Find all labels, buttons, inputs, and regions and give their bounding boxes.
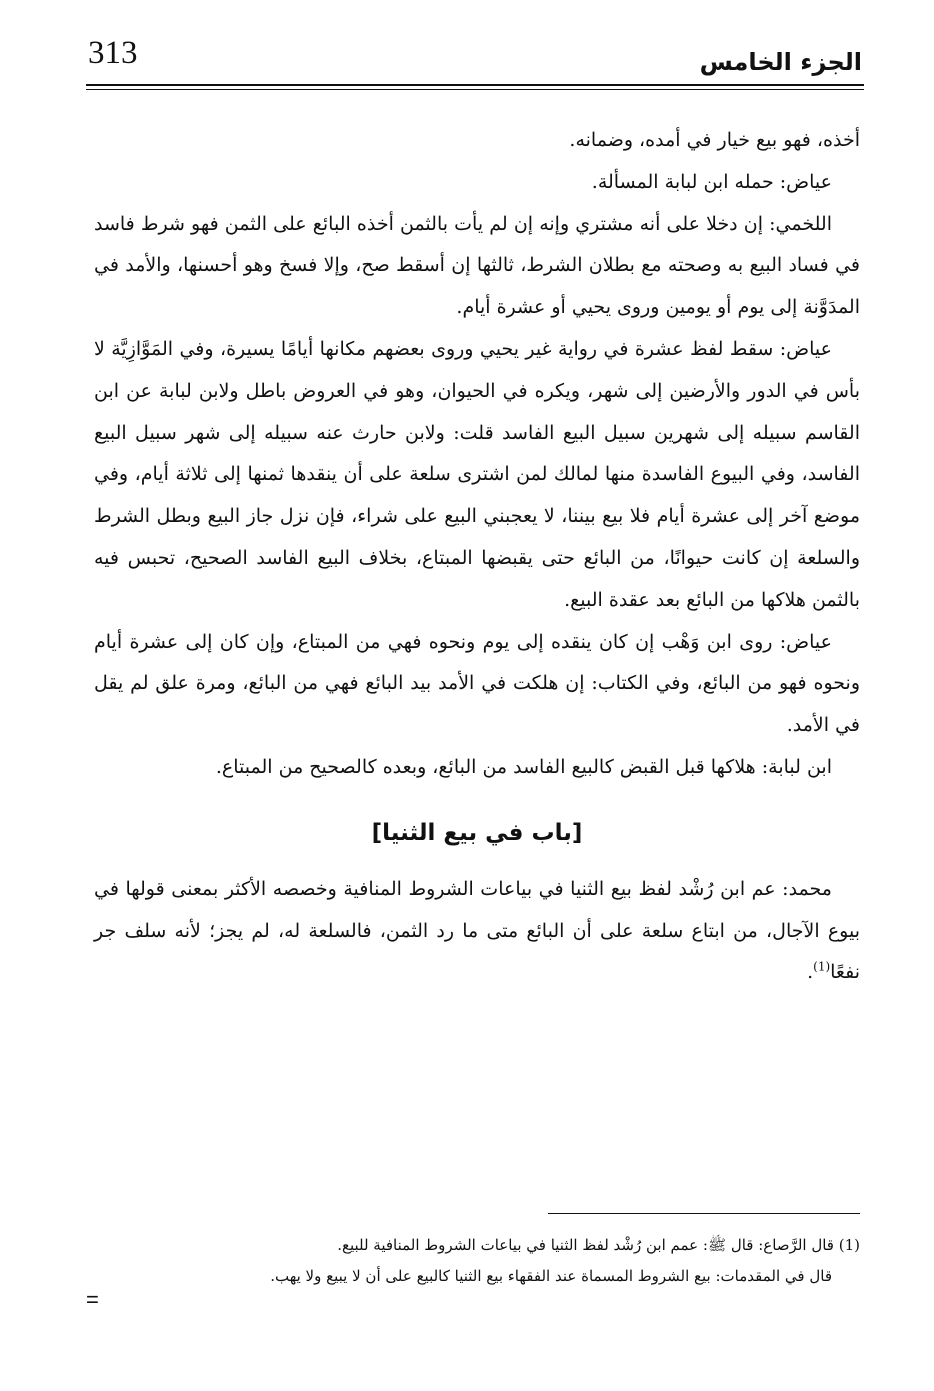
section-paragraph-text: محمد: عم ابن رُشْد لفظ بيع الثنيا في بياعات الشروط المنافية وخصصه الأكثر بمعنى قولها في بيوع الآجال، من ابتاع سلعة على أن البائع متى ما رد الثمن، فالسلعة له، لم يجز؛ لأنه سلف جر نفعًا bbox=[94, 877, 860, 984]
footnotes bbox=[94, 1230, 860, 1292]
footnote-rule bbox=[548, 1213, 860, 1214]
paragraph: اللخمي: إن دخلا على أنه مشتري وإنه إن لم يأت بالثمن أخذه البائع على الثمن فهو شرط فاسد في فساد البيع به وصحته مع بطلان الشرط، ثالثها إن أسقط صح، وإلا فسخ وهو أحسنها، والأمد في المدَوَّنة إلى يوم أو يومين وروى يحيي أو عشرة أيام. bbox=[94, 212, 860, 319]
paragraph: أخذه، فهو بيع خيار في أمده، وضمانه. bbox=[569, 129, 860, 151]
paragraph: عياض: حمله ابن لبابة المسألة. bbox=[591, 170, 832, 193]
page-number: 313 bbox=[88, 35, 138, 71]
paragraph: عياض: سقط لفظ عشرة في رواية غير يحيي وروى بعضهم مكانها أيامًا يسيرة، وفي المَوَّازِيَّة لا بأس في الدور والأرضين إلى شهر، ويكره في الحيوان، وهو في العروض باطل ولابن لبابة عن ابن القاسم سبيله إلى شهرين سبيل البيع الفاسد قلت: ولابن حارث عنه سبيله إلى شهر سبيل البيع الفاسد، وفي البيوع الفاسدة منها لمالك لمن اشترى سلعة على أن ينقدها ثمنها إلى ثلاثة أيام، وفي موضع آخر إلى عشرة أيام فلا بيع بيننا، لا يعجبني البيع على شراء، فإن نزل جاز البيع وبطل الشرط والسلعة إن كانت حيوانًا، من البائع حتى يقبضها المبتاع، بخلاف البيع الفاسد الصحيح، تحبس فيه بالثمن هلاكها من البائع بعد عقدة البيع. bbox=[94, 337, 860, 611]
paragraph: ابن لبابة: هلاكها قبل القبض كالبيع الفاسد من البائع، وبعده كالصحيح من المبتاع. bbox=[215, 755, 832, 778]
section-paragraph bbox=[94, 869, 860, 994]
sentence-end: . bbox=[807, 961, 814, 984]
footnote-reference: (1) bbox=[813, 960, 831, 975]
header-rule bbox=[86, 84, 864, 86]
section-heading: [باب في بيع الثنيا] bbox=[371, 819, 583, 846]
body-text bbox=[94, 120, 860, 994]
footnote: (1) قال الرَّصاع: قال ﷺ: عمم ابن رُشْد لفظ الثنيا في بياعات الشروط المنافية للبيع. bbox=[337, 1236, 860, 1254]
footnote-continuation: قال في المقدمات: بيع الشروط المسماة عند الفقهاء بيع الثنيا كالبيع على أن لا يبيع ولا يهب. bbox=[270, 1267, 832, 1285]
continue-mark: = bbox=[86, 1287, 99, 1312]
header-rule-thin bbox=[86, 89, 864, 90]
paragraph: عياض: روى ابن وَهْب إن كان ينقده إلى يوم ونحوه فهي من المبتاع، وإن كان إلى عشرة أيام ونحوه فهو من البائع، وفي الكتاب: إن هلكت في الأمد بيد البائع فهي من البائع، ومرة علق لم يقل في الأمد. bbox=[94, 630, 860, 737]
running-title: الجزء الخامس bbox=[699, 48, 862, 76]
